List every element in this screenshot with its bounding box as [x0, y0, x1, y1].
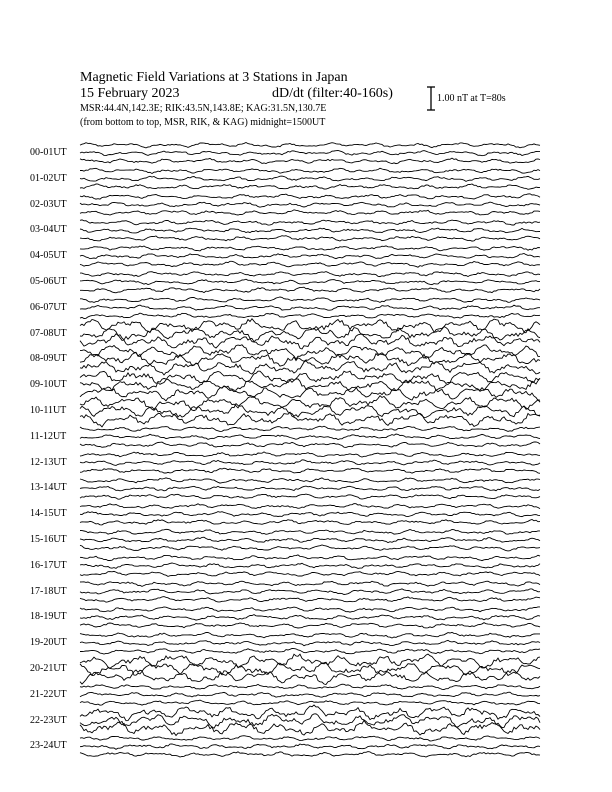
- trace-kag-03-04UT: [80, 236, 540, 241]
- hour-label: 12-13UT: [30, 456, 67, 468]
- station-coordinates: MSR:44.4N,142.3E; RIK:43.5N,143.8E; KAG:31.5N,130.7E: [80, 103, 327, 114]
- trace-msr-15-16UT: [80, 529, 540, 534]
- trace-msr-11-12UT: [80, 426, 540, 431]
- hour-label: 19-20UT: [30, 637, 67, 649]
- scale-bar-label: 1.00 nT at T=80s: [437, 93, 506, 104]
- trace-msr-06-07UT: [80, 297, 540, 302]
- trace-rik-04-05UT: [80, 254, 540, 259]
- hour-label: 09-10UT: [30, 379, 67, 391]
- trace-rik-17-18UT: [80, 589, 540, 595]
- trace-msr-12-13UT: [80, 452, 540, 457]
- trace-kag-08-09UT: [80, 361, 540, 375]
- trace-kag-23-24UT: [80, 752, 540, 757]
- hour-label: 17-18UT: [30, 585, 67, 597]
- trace-msr-01-02UT: [80, 168, 540, 173]
- trace-kag-06-07UT: [80, 313, 540, 318]
- hour-label: 14-15UT: [30, 508, 67, 520]
- trace-msr-05-06UT: [80, 272, 540, 277]
- trace-msr-14-15UT: [80, 504, 540, 509]
- trace-rik-23-24UT: [80, 744, 540, 749]
- trace-rik-12-13UT: [80, 460, 540, 466]
- trace-rik-22-23UT: [80, 714, 540, 728]
- trace-msr-13-14UT: [80, 478, 540, 483]
- trace-rik-03-04UT: [80, 228, 540, 233]
- trace-rik-20-21UT: [80, 663, 540, 676]
- trace-kag-15-16UT: [80, 545, 540, 551]
- trace-kag-16-17UT: [80, 571, 540, 576]
- hour-label: 22-23UT: [30, 714, 67, 726]
- hour-label: 21-22UT: [30, 688, 67, 700]
- trace-kag-12-13UT: [80, 468, 540, 473]
- trace-kag-21-22UT: [80, 700, 540, 705]
- trace-rik-07-08UT: [80, 327, 540, 342]
- station-order-note: (from bottom to top, MSR, RIK, & KAG) midnight=1500UT: [80, 117, 326, 128]
- hour-label: 20-21UT: [30, 663, 67, 674]
- hour-label: 10-11UT: [30, 405, 67, 416]
- trace-kag-00-01UT: [80, 158, 540, 164]
- trace-msr-16-17UT: [80, 555, 540, 561]
- chart-parameter: dD/dt (filter:40-160s): [272, 86, 393, 101]
- hour-label: 02-03UT: [30, 198, 67, 210]
- hour-label: 16-17UT: [30, 559, 67, 571]
- trace-msr-09-10UT: [80, 371, 540, 384]
- trace-msr-18-19UT: [80, 607, 540, 612]
- hour-label: 04-05UT: [30, 250, 67, 262]
- hour-label: 15-16UT: [30, 534, 67, 545]
- trace-rik-00-01UT: [80, 151, 540, 156]
- trace-rik-13-14UT: [80, 486, 540, 491]
- trace-msr-04-05UT: [80, 246, 540, 251]
- trace-kag-13-14UT: [80, 494, 540, 499]
- chart-date: 15 February 2023: [80, 86, 180, 101]
- trace-kag-22-23UT: [80, 720, 540, 735]
- trace-kag-18-19UT: [80, 623, 540, 628]
- hour-label: 18-19UT: [30, 611, 67, 623]
- hour-label: 08-09UT: [30, 353, 67, 365]
- trace-rik-18-19UT: [80, 615, 540, 621]
- trace-rik-02-03UT: [80, 202, 540, 207]
- trace-msr-00-01UT: [80, 143, 540, 148]
- hour-label: 07-08UT: [30, 327, 67, 339]
- trace-kag-14-15UT: [80, 520, 540, 525]
- trace-kag-05-06UT: [80, 287, 540, 293]
- trace-kag-04-05UT: [80, 261, 540, 267]
- trace-kag-19-20UT: [80, 649, 540, 655]
- trace-kag-10-11UT: [80, 412, 540, 427]
- trace-msr-17-18UT: [80, 581, 540, 586]
- trace-msr-10-11UT: [80, 396, 540, 411]
- trace-rik-16-17UT: [80, 563, 540, 568]
- trace-kag-01-02UT: [80, 184, 540, 189]
- trace-msr-21-22UT: [80, 684, 540, 689]
- trace-rik-15-16UT: [80, 537, 540, 542]
- trace-rik-10-11UT: [80, 404, 540, 418]
- trace-msr-19-20UT: [80, 632, 540, 638]
- trace-msr-03-04UT: [80, 220, 540, 225]
- trace-kag-17-18UT: [80, 597, 540, 603]
- trace-kag-07-08UT: [80, 334, 540, 349]
- trace-rik-14-15UT: [80, 512, 540, 517]
- hour-label: 05-06UT: [30, 276, 67, 287]
- hour-label: 00-01UT: [30, 147, 67, 158]
- trace-msr-23-24UT: [80, 736, 540, 741]
- trace-rik-19-20UT: [80, 640, 540, 645]
- trace-rik-05-06UT: [80, 279, 540, 284]
- trace-rik-01-02UT: [80, 176, 540, 181]
- trace-group: [80, 143, 540, 758]
- hour-label: 13-14UT: [30, 482, 67, 494]
- hour-label: 11-12UT: [30, 430, 67, 442]
- trace-rik-21-22UT: [80, 692, 540, 697]
- chart-title: Magnetic Field Variations at 3 Stations in Japan: [80, 70, 348, 85]
- trace-msr-20-21UT: [80, 654, 540, 668]
- hour-label: 01-02UT: [30, 172, 67, 184]
- trace-msr-02-03UT: [80, 194, 540, 199]
- trace-rik-11-12UT: [80, 434, 540, 440]
- trace-kag-02-03UT: [80, 210, 540, 215]
- hour-label: 23-24UT: [30, 740, 67, 752]
- trace-kag-11-12UT: [80, 442, 540, 447]
- hour-label: 03-04UT: [30, 224, 67, 236]
- hour-label: 06-07UT: [30, 301, 67, 313]
- trace-rik-06-07UT: [80, 305, 540, 310]
- trace-msr-08-09UT: [80, 345, 540, 359]
